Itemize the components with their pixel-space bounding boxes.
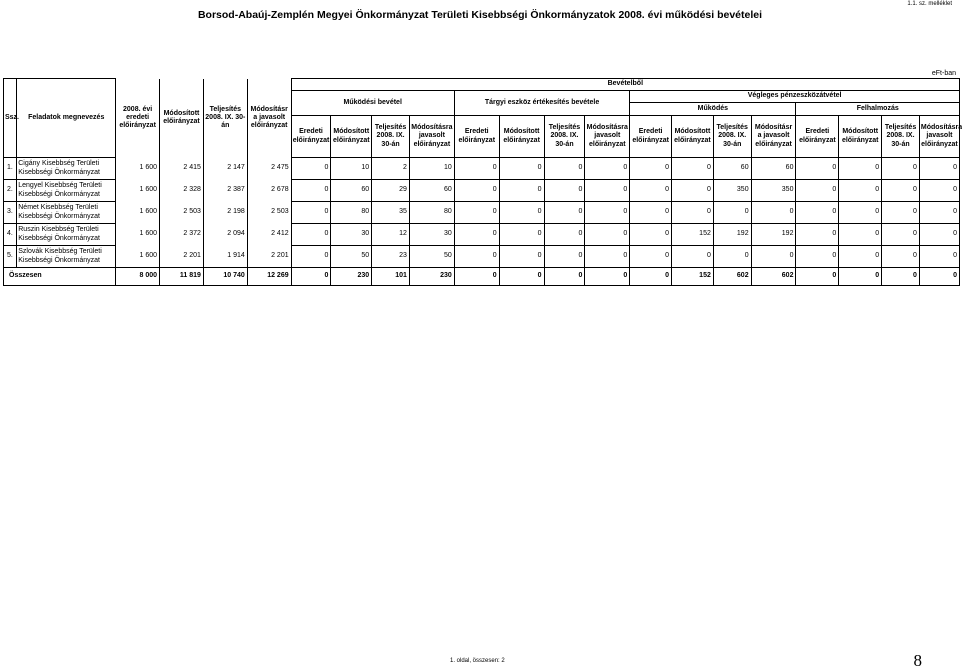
cell-value: 0 xyxy=(882,202,920,224)
cell-value: 0 xyxy=(919,246,959,268)
cell-value: 0 xyxy=(291,246,331,268)
cell-value: 0 xyxy=(919,224,959,246)
total-value: 0 xyxy=(499,268,544,286)
cell-value: 10 xyxy=(409,158,454,180)
cell-value: 0 xyxy=(585,246,630,268)
row-name: Szlovák Kisebbség Területi Kisebbségi Önkormányzat xyxy=(17,246,116,268)
table-row xyxy=(4,180,960,202)
row-number: 4. xyxy=(4,224,17,246)
cell-value: 0 xyxy=(751,202,796,224)
cell-value: 192 xyxy=(713,224,751,246)
table-row xyxy=(4,246,960,268)
cell-value: 0 xyxy=(882,180,920,202)
budget-table xyxy=(3,78,960,286)
cell-value: 0 xyxy=(544,158,585,180)
col-header-op-modified: Módosított előirányzat xyxy=(331,116,372,158)
cell-value: 0 xyxy=(882,246,920,268)
total-value: 602 xyxy=(713,268,751,286)
group-header-final-transfer: Végleges pénzeszközátvétel xyxy=(630,91,960,103)
cell-value: 0 xyxy=(672,202,714,224)
cell-value: 0 xyxy=(672,158,714,180)
cell-value: 0 xyxy=(839,158,882,180)
cell-value: 12 xyxy=(372,224,410,246)
col-header-operation-proposed: Módosításr a javasolt előirányzat xyxy=(751,116,796,158)
total-value: 0 xyxy=(585,268,630,286)
total-value: 152 xyxy=(672,268,714,286)
cell-value: 0 xyxy=(839,224,882,246)
col-header-operation-fulfilment: Teljesítés 2008. IX. 30-án xyxy=(713,116,751,158)
cell-value: 0 xyxy=(544,180,585,202)
cell-value: 1 600 xyxy=(116,158,160,180)
page-number: 8 xyxy=(913,651,922,670)
cell-value: 23 xyxy=(372,246,410,268)
row-name: Lengyel Kisebbség Területi Kisebbségi Önkormányzat xyxy=(17,180,116,202)
cell-value: 0 xyxy=(796,246,839,268)
annex-label: 1.1. sz. melléklet xyxy=(907,1,952,7)
row-number: 5. xyxy=(4,246,17,268)
cell-value: 0 xyxy=(499,224,544,246)
total-value: 0 xyxy=(630,268,672,286)
cell-value: 0 xyxy=(713,202,751,224)
cell-value: 0 xyxy=(291,158,331,180)
cell-value: 0 xyxy=(454,246,499,268)
col-header-asset-modified: Módosított előirányzat xyxy=(499,116,544,158)
cell-value: 60 xyxy=(751,158,796,180)
cell-value: 0 xyxy=(796,224,839,246)
total-value: 0 xyxy=(882,268,920,286)
table-row xyxy=(4,224,960,246)
group-header-revenue-origin: Bevételből xyxy=(291,79,959,91)
cell-value: 0 xyxy=(630,158,672,180)
cell-value: 0 xyxy=(630,224,672,246)
cell-value: 0 xyxy=(882,158,920,180)
page-title: Borsod-Abaúj-Zemplén Megyei Önkormányzat Területi Kisebbségi Önkormányzatok 2008. évi működési bevételei xyxy=(197,9,763,21)
cell-value: 350 xyxy=(713,180,751,202)
cell-value: 0 xyxy=(454,180,499,202)
total-value: 10 740 xyxy=(203,268,247,286)
total-value: 0 xyxy=(919,268,959,286)
cell-value: 2 503 xyxy=(160,202,204,224)
total-value: 0 xyxy=(544,268,585,286)
cell-value: 0 xyxy=(630,202,672,224)
cell-value: 60 xyxy=(713,158,751,180)
cell-value: 0 xyxy=(839,202,882,224)
cell-value: 30 xyxy=(331,224,372,246)
cell-value: 0 xyxy=(585,224,630,246)
group-header-operation: Működés xyxy=(630,103,796,116)
total-row xyxy=(4,268,960,286)
col-header-op-proposed: Módosításra javasolt előirányzat xyxy=(409,116,454,158)
cell-value: 2 475 xyxy=(247,158,291,180)
total-label: Összesen xyxy=(4,268,116,286)
group-header-accumulation: Felhalmozás xyxy=(796,103,960,116)
cell-value: 1 600 xyxy=(116,202,160,224)
total-value: 8 000 xyxy=(116,268,160,286)
cell-value: 0 xyxy=(919,180,959,202)
cell-value: 80 xyxy=(331,202,372,224)
cell-value: 1 600 xyxy=(116,246,160,268)
group-header-asset-sales: Tárgyi eszköz értékesítés bevétele xyxy=(454,91,629,116)
col-header-op-fulfilment: Teljesítés 2008. IX. 30-án xyxy=(372,116,410,158)
cell-value: 192 xyxy=(751,224,796,246)
cell-value: 0 xyxy=(672,180,714,202)
col-header-task: Feladatok megnevezés xyxy=(17,79,116,158)
total-value: 0 xyxy=(454,268,499,286)
total-value: 602 xyxy=(751,268,796,286)
cell-value: 0 xyxy=(919,158,959,180)
group-header-operating-revenue: Működési bevétel xyxy=(291,91,454,116)
total-value: 0 xyxy=(839,268,882,286)
unit-label: eFt-ban xyxy=(931,70,956,77)
row-number: 1. xyxy=(4,158,17,180)
cell-value: 1 600 xyxy=(116,224,160,246)
cell-value: 2 094 xyxy=(203,224,247,246)
cell-value: 2 372 xyxy=(160,224,204,246)
cell-value: 0 xyxy=(454,224,499,246)
cell-value: 2 xyxy=(372,158,410,180)
cell-value: 2 328 xyxy=(160,180,204,202)
total-value: 230 xyxy=(331,268,372,286)
total-value: 11 819 xyxy=(160,268,204,286)
total-value: 0 xyxy=(796,268,839,286)
cell-value: 2 678 xyxy=(247,180,291,202)
cell-value: 0 xyxy=(544,224,585,246)
cell-value: 0 xyxy=(291,180,331,202)
col-header-base-fulfilment: Teljesítés 2008. IX. 30-án xyxy=(203,79,247,158)
col-header-base-original: 2008. évi eredeti előirányzat xyxy=(116,79,160,158)
cell-value: 50 xyxy=(409,246,454,268)
cell-value: 0 xyxy=(882,224,920,246)
cell-value: 0 xyxy=(499,158,544,180)
cell-value: 0 xyxy=(585,158,630,180)
cell-value: 30 xyxy=(409,224,454,246)
col-header-base-proposed: Módosításr a javasolt előirányzat xyxy=(247,79,291,158)
cell-value: 2 415 xyxy=(160,158,204,180)
cell-value: 2 387 xyxy=(203,180,247,202)
cell-value: 0 xyxy=(630,180,672,202)
cell-value: 0 xyxy=(454,158,499,180)
cell-value: 1 600 xyxy=(116,180,160,202)
col-header-asset-proposed: Módosításra javasolt előirányzat xyxy=(585,116,630,158)
cell-value: 0 xyxy=(499,180,544,202)
row-name: Német Kisebbség Területi Kisebbségi Önkormányzat xyxy=(17,202,116,224)
col-header-op-original: Eredeti előirányzat xyxy=(291,116,331,158)
cell-value: 0 xyxy=(291,202,331,224)
row-number: 3. xyxy=(4,202,17,224)
cell-value: 80 xyxy=(409,202,454,224)
col-header-accum-original: Eredeti előirányzat xyxy=(796,116,839,158)
cell-value: 1 914 xyxy=(203,246,247,268)
total-value: 12 269 xyxy=(247,268,291,286)
cell-value: 2 198 xyxy=(203,202,247,224)
total-value: 101 xyxy=(372,268,410,286)
col-header-asset-fulfilment: Teljesítés 2008. IX. 30-án xyxy=(544,116,585,158)
cell-value: 350 xyxy=(751,180,796,202)
cell-value: 0 xyxy=(544,202,585,224)
cell-value: 35 xyxy=(372,202,410,224)
cell-value: 0 xyxy=(585,202,630,224)
cell-value: 0 xyxy=(630,246,672,268)
total-value: 0 xyxy=(291,268,331,286)
row-name: Ruszin Kisebbség Területi Kisebbségi Önkormányzat xyxy=(17,224,116,246)
cell-value: 0 xyxy=(839,246,882,268)
cell-value: 60 xyxy=(331,180,372,202)
row-name: Cigány Kisebbség Területi Kisebbségi Önkormányzat xyxy=(17,158,116,180)
col-header-operation-original: Eredeti előirányzat xyxy=(630,116,672,158)
cell-value: 50 xyxy=(331,246,372,268)
cell-value: 29 xyxy=(372,180,410,202)
table-row xyxy=(4,202,960,224)
table-row xyxy=(4,158,960,180)
col-header-asset-original: Eredeti előirányzat xyxy=(454,116,499,158)
cell-value: 0 xyxy=(919,202,959,224)
col-header-accum-proposed: Módosításra javasolt előirányzat xyxy=(919,116,959,158)
cell-value: 60 xyxy=(409,180,454,202)
cell-value: 0 xyxy=(796,202,839,224)
cell-value: 0 xyxy=(751,246,796,268)
cell-value: 0 xyxy=(544,246,585,268)
cell-value: 0 xyxy=(796,180,839,202)
cell-value: 0 xyxy=(499,246,544,268)
cell-value: 10 xyxy=(331,158,372,180)
col-header-no: Ssz. xyxy=(4,79,17,158)
col-header-base-modified: Módosított előirányzat xyxy=(160,79,204,158)
cell-value: 0 xyxy=(291,224,331,246)
cell-value: 2 201 xyxy=(247,246,291,268)
col-header-operation-modified: Módosított előirányzat xyxy=(672,116,714,158)
row-number: 2. xyxy=(4,180,17,202)
cell-value: 0 xyxy=(454,202,499,224)
cell-value: 2 503 xyxy=(247,202,291,224)
cell-value: 0 xyxy=(713,246,751,268)
cell-value: 152 xyxy=(672,224,714,246)
col-header-accum-fulfilment: Teljesítés 2008. IX. 30-án xyxy=(882,116,920,158)
page-footer: 1. oldal, összesen: 2 xyxy=(450,658,505,664)
cell-value: 0 xyxy=(585,180,630,202)
cell-value: 0 xyxy=(796,158,839,180)
col-header-accum-modified: Módosított előirányzat xyxy=(839,116,882,158)
cell-value: 2 147 xyxy=(203,158,247,180)
cell-value: 0 xyxy=(839,180,882,202)
cell-value: 0 xyxy=(672,246,714,268)
cell-value: 2 412 xyxy=(247,224,291,246)
cell-value: 2 201 xyxy=(160,246,204,268)
cell-value: 0 xyxy=(499,202,544,224)
total-value: 230 xyxy=(409,268,454,286)
